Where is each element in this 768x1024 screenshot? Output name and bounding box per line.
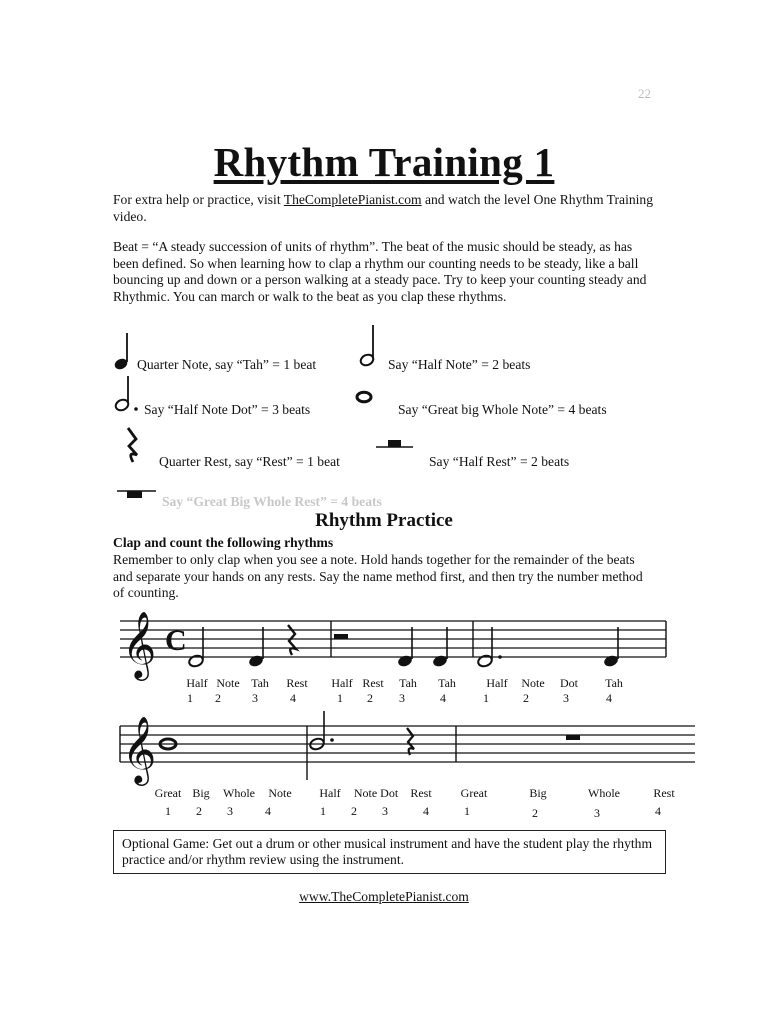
count-number: 1 <box>187 691 193 705</box>
count-word: Half <box>331 676 353 690</box>
dotted-half-note-icon <box>309 711 334 751</box>
count-number: 3 <box>563 691 569 705</box>
count-number: 2 <box>523 691 529 705</box>
count-word: Dot <box>560 676 578 690</box>
count-word: Great <box>460 786 488 800</box>
count-word: Tah <box>605 676 623 690</box>
whole-note-label: Say “Great big Whole Note” = 4 beats <box>398 402 607 417</box>
half-rest-label: Say “Half Rest” = 2 beats <box>429 454 570 469</box>
count-word: Tah <box>251 676 269 690</box>
count-word: Whole <box>223 786 255 800</box>
treble-clef-icon: 𝄞 <box>122 715 157 783</box>
rhythm-practice-heading: Rhythm Practice <box>315 510 453 531</box>
count-word: Half <box>186 676 208 690</box>
page-number: 22 <box>638 86 651 101</box>
count-word: Tah <box>438 676 456 690</box>
count-number: 1 <box>320 804 326 818</box>
count-number: 2 <box>532 806 538 820</box>
count-number: 1 <box>464 804 470 818</box>
count-number: 3 <box>399 691 405 705</box>
count-word: Big <box>529 786 547 800</box>
page-title: Rhythm Training 1 <box>213 139 555 185</box>
count-word: Half <box>319 786 341 800</box>
beat-paragraph: Beat = “A steady succession of units of rhythm”. The beat of the music should be steady, as has been defined. So when learning how to clap a rhythm our counting needs to be steady, like a ball bouncing up and down or a person walking at a steady pace. Try to keep your counting steady and Rhythmic. You can march or walk to the beat as you clap these rhythms. <box>113 239 647 304</box>
intro-prefix: For extra help or practice, visit <box>113 192 284 207</box>
count-word: Half <box>486 676 508 690</box>
count-word: Note <box>268 786 292 800</box>
count-number: 4 <box>440 691 446 705</box>
count-number: 2 <box>215 691 221 705</box>
whole-rest-icon <box>566 735 580 740</box>
count-word: Big <box>192 786 210 800</box>
footer-link[interactable]: www.TheCompletePianist.com <box>299 889 469 904</box>
quarter-rest-label: Quarter Rest, say “Rest” = 1 beat <box>159 454 340 469</box>
count-number: 4 <box>606 691 612 705</box>
count-number: 3 <box>594 806 600 820</box>
count-word: Note <box>216 676 240 690</box>
count-word: Note Dot <box>353 786 399 800</box>
count-number: 3 <box>382 804 388 818</box>
quarter-note-label: Quarter Note, say “Tah” = 1 beat <box>137 357 317 372</box>
count-number: 4 <box>265 804 271 818</box>
whole-rest-label: Say “Great Big Whole Rest” = 4 beats <box>162 494 382 509</box>
treble-clef-icon: 𝄞 <box>122 610 157 678</box>
count-number: 3 <box>252 691 258 705</box>
optional-game-text: Optional Game: Get out a drum or other musical instrument and have the student play the rhythm practice and/or rhythm review using the instrument. <box>122 836 653 867</box>
count-number: 2 <box>351 804 357 818</box>
count-number: 1 <box>337 691 343 705</box>
intro-suffix: and watch the level One Rhythm Training video. <box>113 192 654 224</box>
count-word: Tah <box>399 676 417 690</box>
count-number: 4 <box>290 691 296 705</box>
quarter-rest-icon <box>407 728 414 755</box>
half-note-label: Say “Half Note” = 2 beats <box>388 357 531 372</box>
count-number: 2 <box>196 804 202 818</box>
clap-count-subheading: Clap and count the following rhythms <box>113 535 334 550</box>
count-number: 4 <box>423 804 429 818</box>
practice-instructions: Remember to only clap when you see a note. Hold hands together for the remainder of the beats and separate your hands on any rests. Say the name method first, and then try the number method of counting. <box>113 552 643 600</box>
count-number: 1 <box>165 804 171 818</box>
count-word: Great <box>154 786 182 800</box>
count-word: Rest <box>653 786 675 800</box>
count-number: 4 <box>655 804 661 818</box>
count-word: Note <box>521 676 545 690</box>
count-number: 1 <box>483 691 489 705</box>
count-word: Rest <box>410 786 432 800</box>
count-word: Rest <box>362 676 384 690</box>
count-number: 2 <box>367 691 373 705</box>
intro-link[interactable]: TheCompletePianist.com <box>283 192 422 207</box>
count-word: Whole <box>588 786 620 800</box>
dotted-half-note-label: Say “Half Note Dot” = 3 beats <box>144 402 311 417</box>
common-time-symbol: C <box>165 624 187 657</box>
count-number: 3 <box>227 804 233 818</box>
count-word: Rest <box>286 676 308 690</box>
